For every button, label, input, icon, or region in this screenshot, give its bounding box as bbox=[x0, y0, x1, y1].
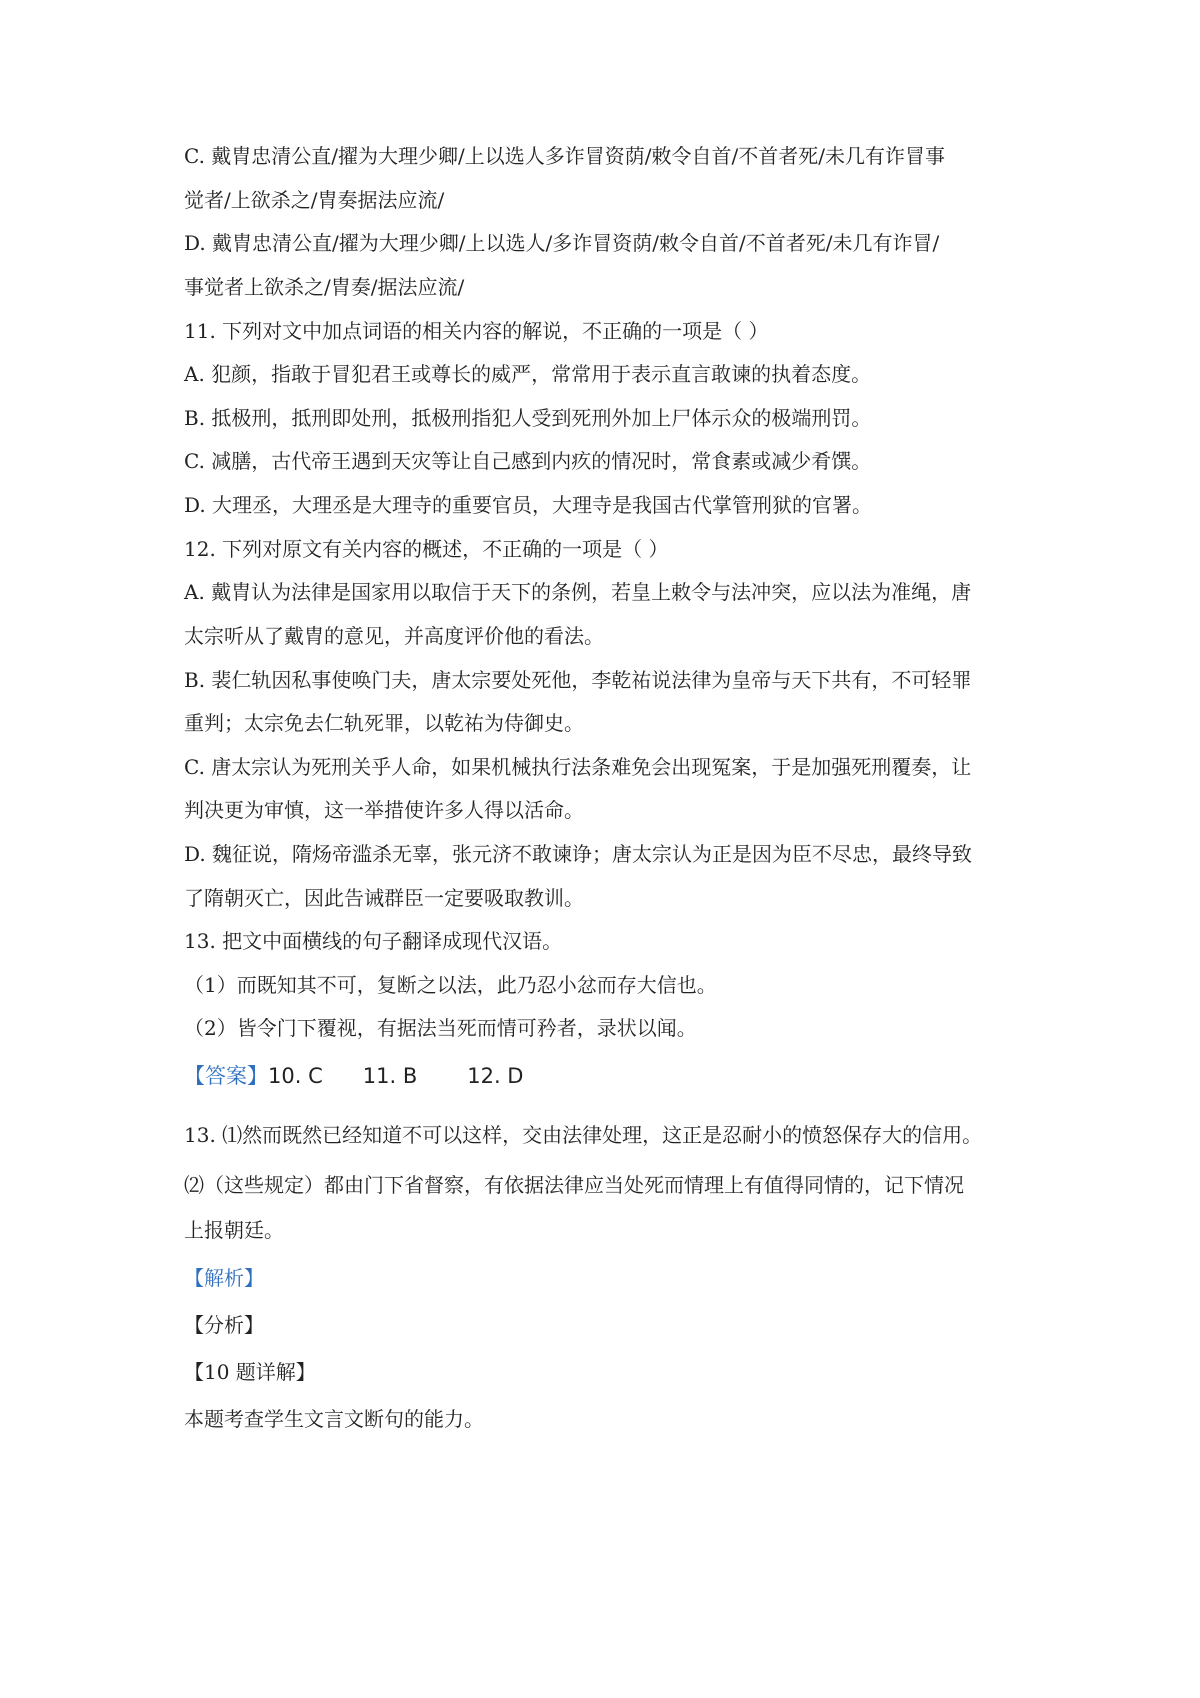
q12-option-b-line2: 重判；太宗免去仁轨死罪，以乾祐为侍御史。 bbox=[184, 711, 584, 735]
q11-stem: 11. 下列对文中加点词语的相关内容的解说，不正确的一项是（ ） bbox=[184, 319, 769, 343]
q12-option-b-line1: B. 裴仁轨因私事使唤门夫，唐太宗要处死他，李乾祐说法律为皇帝与天下共有，不可轻罪 bbox=[184, 668, 972, 692]
analysis-text: 本题考查学生文言文断句的能力。 bbox=[184, 1407, 484, 1431]
q12-option-a-line2: 太宗听从了戴胄的意见，并高度评价他的看法。 bbox=[184, 624, 604, 648]
answer-11: 11. B bbox=[362, 1064, 418, 1088]
answer-13-line1: 13. ⑴然而既然已经知道不可以这样，交由法律处理，这正是忍耐小的愤怒保存大的信用。 bbox=[184, 1123, 983, 1147]
q12-option-c-line2: 判决更为审慎，这一举措使许多人得以活命。 bbox=[184, 798, 584, 822]
q11-option-b: B. 抵极刑，抵刑即处刑，抵极刑指犯人受到死刑外加上尸体示众的极端刑罚。 bbox=[184, 406, 872, 430]
q11-option-d: D. 大理丞，大理丞是大理寺的重要官员，大理寺是我国古代掌管刑狱的官署。 bbox=[184, 493, 873, 517]
detail-heading: 【10 题详解】 bbox=[184, 1360, 316, 1384]
q12-option-d-line2: 了隋朝灭亡，因此告诫群臣一定要吸取教训。 bbox=[184, 886, 584, 910]
q10-option-c-line2: 觉者/上欲杀之/胄奏据法应流/ bbox=[184, 188, 445, 212]
q11-option-a: A. 犯颜，指敢于冒犯君王或尊长的威严，常常用于表示直言敢谏的执着态度。 bbox=[184, 362, 872, 386]
answer-line bbox=[184, 1062, 1040, 1090]
analysis-heading: 【分析】 bbox=[184, 1313, 264, 1337]
q13-sentence-2: （2）皆令门下覆视，有据法当死而情可矜者，录状以闻。 bbox=[184, 1016, 697, 1040]
answer-13-line2: ⑵（这些规定）都由门下省督察，有依据法律应当处死而情理上有值得同情的，记下情况 bbox=[184, 1173, 964, 1197]
answer-tag: 【答案】 bbox=[184, 1064, 268, 1088]
q12-option-c-line1: C. 唐太宗认为死刑关乎人命，如果机械执行法条难免会出现冤案，于是加强死刑覆奏，让 bbox=[184, 755, 972, 779]
q10-option-c-line1: C. 戴胄忠清公直/擢为大理少卿/上以选人多诈冒资荫/敕令自首/不首者死/未几有诈冒事 bbox=[184, 144, 945, 168]
q12-option-a-line1: A. 戴胄认为法律是国家用以取信于天下的条例，若皇上敕令与法冲突，应以法为准绳，唐 bbox=[184, 580, 972, 604]
answer-10: 10. C bbox=[268, 1064, 323, 1088]
q12-option-d-line1: D. 魏征说，隋炀帝滥杀无辜，张元济不敢谏诤；唐太宗认为正是因为臣不尽忠，最终导致 bbox=[184, 842, 973, 866]
q12-stem: 12. 下列对原文有关内容的概述，不正确的一项是（ ） bbox=[184, 537, 669, 561]
q11-option-c: C. 减膳，古代帝王遇到天灾等让自己感到内疚的情况时，常食素或减少肴馔。 bbox=[184, 449, 872, 473]
analysis-tag: 【解析】 bbox=[184, 1266, 264, 1290]
q10-option-d-line1: D. 戴胄忠清公直/擢为大理少卿/上以选人/多诈冒资荫/敕令自首/不首者死/未几有诈冒/ bbox=[184, 231, 940, 255]
q10-option-d-line2: 事觉者上欲杀之/胄奏/据法应流/ bbox=[184, 275, 465, 299]
q13-sentence-1: （1）而既知其不可，复断之以法，此乃忍小忿而存大信也。 bbox=[184, 973, 717, 997]
q13-stem: 13. 把文中面横线的句子翻译成现代汉语。 bbox=[184, 929, 563, 953]
answer-13-line3: 上报朝廷。 bbox=[184, 1218, 284, 1242]
answer-12: 12. D bbox=[467, 1064, 524, 1088]
